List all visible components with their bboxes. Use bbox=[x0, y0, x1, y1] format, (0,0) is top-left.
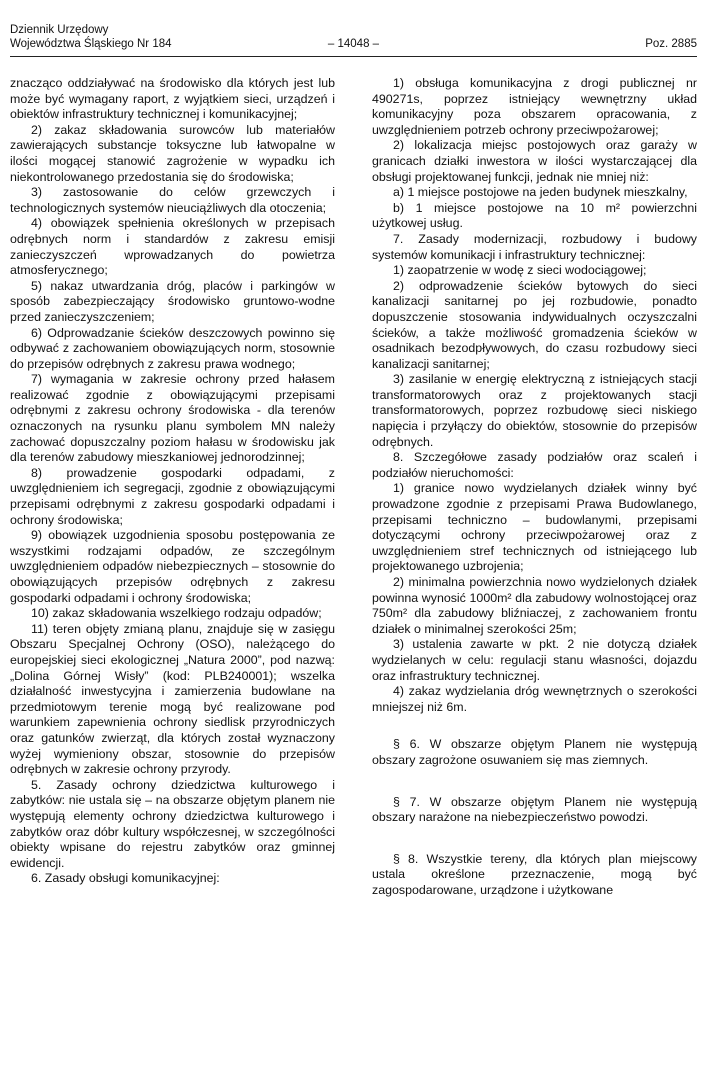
paragraph: 6) Odprowadzanie ścieków deszczowych powinno się odbywać z zachowaniem obowiązujących norm, stosownie do przepisów odrębnych z zakresu prawa wodnego; bbox=[10, 325, 335, 371]
page-header bbox=[10, 20, 697, 54]
page-number: – 14048 – bbox=[327, 38, 380, 50]
paragraph: 4) obowiązek spełnienia określonych w przepisach odrębnych norm i standardów z zakresu emisji zanieczyszczeń wprowadzanych do powietrza atmosferycznego; bbox=[10, 216, 335, 278]
paragraph: 6. Zasady obsługi komunikacyjnej: bbox=[31, 871, 220, 886]
header-rule bbox=[10, 56, 697, 57]
right-column bbox=[372, 76, 697, 899]
paragraph: b) 1 miejsce postojowe na 10 m² powierzchni użytkowej usług. bbox=[372, 200, 697, 231]
position-number: Poz. 2885 bbox=[645, 38, 697, 50]
section-paragraph: § 8. Wszystkie tereny, dla których plan miejscowy ustala określone przeznaczenie, mogą być zagospodarowane, urządzone i użytkowane bbox=[372, 851, 697, 897]
paragraph: 9) obowiązek uzgodnienia sposobu postępowania ze wszystkimi rodzajami odpadów, ze szczególnym uwzględnieniem odpadów niebezpiecznych – stosownie do obowiązujących przepisów odrębnych z zakresu gospodarki odpadami i ochrony środowiska; bbox=[10, 528, 335, 605]
left-column bbox=[10, 76, 335, 887]
paragraph: 10) zakaz składowania wszelkiego rodzaju odpadów; bbox=[31, 606, 322, 621]
paragraph: 1) granice nowo wydzielanych działek winny być prowadzone zgodnie z przepisami Prawa Budowlanego, przepisami techniczno – budowlanymi, przepisami dotyczącymi ochrony przeciwpożarowej oraz z uwzględnieniem stref technicznych od istniejącego lub projektowanego uzbrojenia; bbox=[372, 481, 697, 574]
section-paragraph: § 6. W obszarze objętym Planem nie występują obszary zagrożone osuwaniem się mas ziemnych. bbox=[372, 737, 697, 767]
paragraph: 7) wymagania w zakresie ochrony przed hałasem realizować zgodnie z obowiązującymi przepisami odrębnymi z zakresu ochrony środowiska - dla terenów oznaczonych na rysunku planu symbolem MN należy zachować dopuszczalny poziom hałasu w środowisku jak dla terenów zabudowy mieszkaniowej jednorodzinnej; bbox=[10, 372, 335, 465]
paragraph: 3) zasilanie w energię elektryczną z istniejących stacji transformatorowych oraz z projektowanych stacji transformatorowych, poprzez rozbudowę sieci niskiego napięcia i przyłączy do obiektów, stosownie do przepisów odrębnych. bbox=[372, 372, 697, 449]
paragraph: 11) teren objęty zmianą planu, znajduje się w zasięgu Obszaru Specjalnej Ochrony (OSO), należącego do europejskiej sieci ekologicznej „Natura 2000”, pod nazwą: „Dolina Górnej Wisły” (kod: PLB240001); wszelka działalność inwestycyjna i zamierzenia budowlane na przedmiotowym terenie mogą być realizowane pod warunkiem zapewnienia ochrony siedlisk przyrodniczych oraz gatunków zwierząt, dla których został wyznaczony wyżej wymieniony obszar, stosownie do przepisów odrębnych w zakresie ochrony przyrody. bbox=[10, 621, 335, 777]
paragraph: 1) obsługa komunikacyjna z drogi publicznej nr 490271s, poprzez istniejący wewnętrzny układ komunikacyjny poza obszarem opracowania, z uwzględnieniem potrzeb ochrony przeciwpożarowej; bbox=[372, 76, 697, 137]
paragraph: 2) lokalizacja miejsc postojowych oraz garaży w granicach działki inwestora w ilości wystarczającej dla obsługi projektowanej funkcji, jednak nie mniej niż: bbox=[372, 138, 697, 184]
paragraph: znacząco oddziaływać na środowisko dla których jest lub może być wymagany raport, z wyjątkiem sieci, urządzeń i obiektów infrastruktury technicznej i komunikacyjnej; bbox=[10, 76, 335, 122]
section-paragraph: § 7. W obszarze objętym Planem nie występują obszary narażone na niebezpieczeństwo powodzi. bbox=[372, 794, 697, 825]
paragraph: 1) zaopatrzenie w wodę z sieci wodociągowej; bbox=[393, 263, 647, 278]
journal-title-line2: Województwa Śląskiego Nr 184 bbox=[10, 38, 172, 50]
paragraph: 2) minimalna powierzchnia nowo wydzielonych działek powinna wynosić 1000m² dla zabudowy wolnostojącej oraz 750m² dla zabudowy bliźniaczej, z zachowaniem frontu działek o minimalnej szerokości 25m; bbox=[372, 575, 697, 636]
journal-title-line1: Dziennik Urzędowy bbox=[10, 24, 109, 36]
paragraph: 7. Zasady modernizacji, rozbudowy i budowy systemów komunikacji i infrastruktury technicznej: bbox=[372, 231, 697, 262]
paragraph: 8. Szczegółowe zasady podziałów oraz scaleń i podziałów nieruchomości: bbox=[372, 450, 697, 480]
paragraph: 5) nakaz utwardzania dróg, placów i parkingów w sposób zabezpieczający środowisko gruntowo-wodne przed zanieczyszczeniem; bbox=[10, 278, 335, 324]
paragraph: 5. Zasady ochrony dziedzictwa kulturowego i zabytków: nie ustala się – na obszarze objętym planem nie występują elementy ochrony dziedzictwa kulturowego i zabytków oraz dóbr kultury współczesnej, w szczególności obiekty wpisane do rejestru zabytków oraz gminnej ewidencji. bbox=[10, 777, 335, 870]
paragraph: 3) zastosowanie do celów grzewczych i technologicznych systemów nieuciążliwych dla otoczenia; bbox=[10, 185, 335, 215]
paragraph: a) 1 miejsce postojowe na jeden budynek mieszkalny, bbox=[393, 185, 688, 200]
paragraph: 8) prowadzenie gospodarki odpadami, z uwzględnieniem ich segregacji, zgodnie z obowiązującymi przepisami odrębnymi z zakresu gospodarki odpadami i ochrony środowiska; bbox=[10, 465, 335, 527]
paragraph: 3) ustalenia zawarte w pkt. 2 nie dotyczą działek wydzielanych w celu: regulacji stanu własności, dojazdu oraz infrastruktury technicznej. bbox=[372, 637, 697, 683]
paragraph: 2) odprowadzenie ścieków bytowych do sieci kanalizacji sanitarnej po jej rozbudowie, ponadto dopuszczenie stosowania indywidualnych oczyszczalni ścieków, a także możliwość gromadzenia ścieków w osadnikach bezodpływowych, do czasu rozbudowy sieci kanalizacji sanitarnej; bbox=[372, 278, 697, 371]
paragraph: 2) zakaz składowania surowców lub materiałów zawierających substancje toksyczne lub łatwopalne w ilości mogącej stanowić zagrożenie w wypadku ich niekontrolowanego przedostania się do środowiska; bbox=[10, 122, 335, 184]
paragraph: 4) zakaz wydzielania dróg wewnętrznych o szerokości mniejszej niż 6m. bbox=[372, 684, 697, 714]
